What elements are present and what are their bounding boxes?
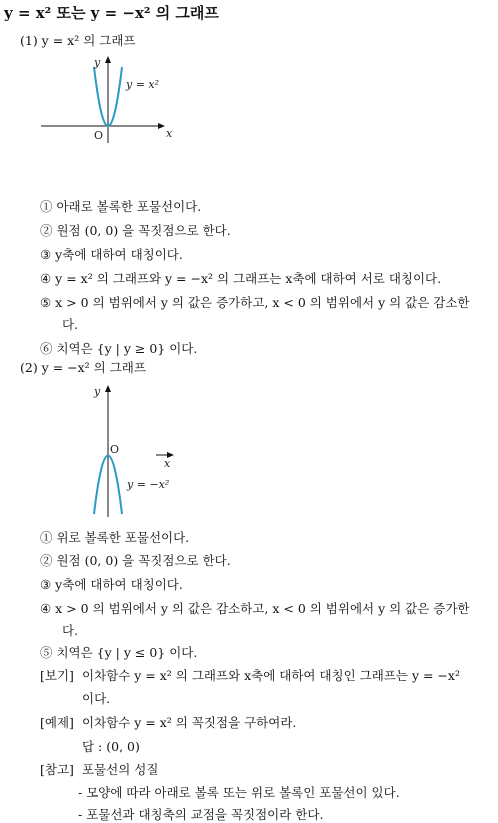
s1-item-5-cont: 다.	[62, 317, 79, 332]
note-heading: 포물선의 성질	[82, 762, 159, 777]
s2-item-2: ② 원점 (0, 0) 을 꼭짓점으로 한다.	[40, 553, 231, 568]
graph-y-equals-x-squared	[38, 55, 188, 145]
s2-item-1: ① 위로 볼록한 포물선이다.	[40, 530, 190, 545]
s1-item-4: ④ y = x² 의 그래프와 y = −x² 의 그래프는 x축에 대하여 서로 대칭이다.	[40, 271, 442, 286]
s1-item-6: ⑥ 치역은 {y | y ≥ 0} 이다.	[40, 341, 198, 356]
example-tag: [보기]	[40, 668, 74, 683]
note-tag: [참고]	[40, 762, 74, 777]
y-axis-label: y	[94, 56, 101, 69]
x-axis-label: x	[166, 127, 173, 140]
graph-y-equals-minus-x-squared	[60, 382, 200, 522]
section2-heading: (2) y = −x² 의 그래프	[20, 360, 146, 375]
s2-item-3: ③ y축에 대하여 대칭이다.	[40, 577, 183, 592]
origin-label: O	[110, 443, 120, 456]
exercise-answer: 답 : (0, 0)	[82, 739, 140, 754]
example-line-2: 이다.	[82, 691, 111, 706]
exercise-question: 이차함수 y = x² 의 꼭짓점을 구하여라.	[82, 715, 297, 730]
note-bullet-1: - 모양에 따라 아래로 볼록 또는 위로 볼록인 포물선이 있다.	[78, 785, 400, 800]
y-axis-arrow	[105, 56, 111, 63]
page-title: y = x² 또는 y = −x² 의 그래프	[4, 4, 219, 22]
curve-label: y = x²	[126, 78, 160, 91]
origin-label: O	[94, 129, 104, 142]
y-axis-arrow	[105, 385, 111, 392]
s2-item-5: ⑤ 치역은 {y | y ≤ 0} 이다.	[40, 645, 198, 660]
note-bullet-2: - 포물선과 대칭축의 교점을 꼭짓점이라 한다.	[78, 807, 324, 822]
s1-item-2: ② 원점 (0, 0) 을 꼭짓점으로 한다.	[40, 223, 231, 238]
s1-item-5: ⑤ x > 0 의 범위에서 y 의 값은 증가하고, x < 0 의 범위에서 y 의 값은 감소한	[40, 295, 470, 310]
y-axis-label: y	[94, 385, 101, 398]
x-axis-label: x	[164, 457, 171, 470]
curve-label: y = −x²	[127, 478, 170, 491]
section1-heading: (1) y = x² 의 그래프	[20, 33, 136, 48]
exercise-tag: [예제]	[40, 715, 74, 730]
s1-item-3: ③ y축에 대하여 대칭이다.	[40, 247, 183, 262]
x-axis-arrow	[158, 123, 165, 129]
example-line-1: 이차함수 y = x² 의 그래프와 x축에 대하여 대칭인 그래프는 y = −x²	[82, 668, 460, 683]
s2-item-4: ④ x > 0 의 범위에서 y 의 값은 감소하고, x < 0 의 범위에서 y 의 값은 증가한	[40, 601, 470, 616]
s1-item-1: ① 아래로 볼록한 포물선이다.	[40, 199, 202, 214]
s2-item-4-cont: 다.	[62, 623, 79, 638]
